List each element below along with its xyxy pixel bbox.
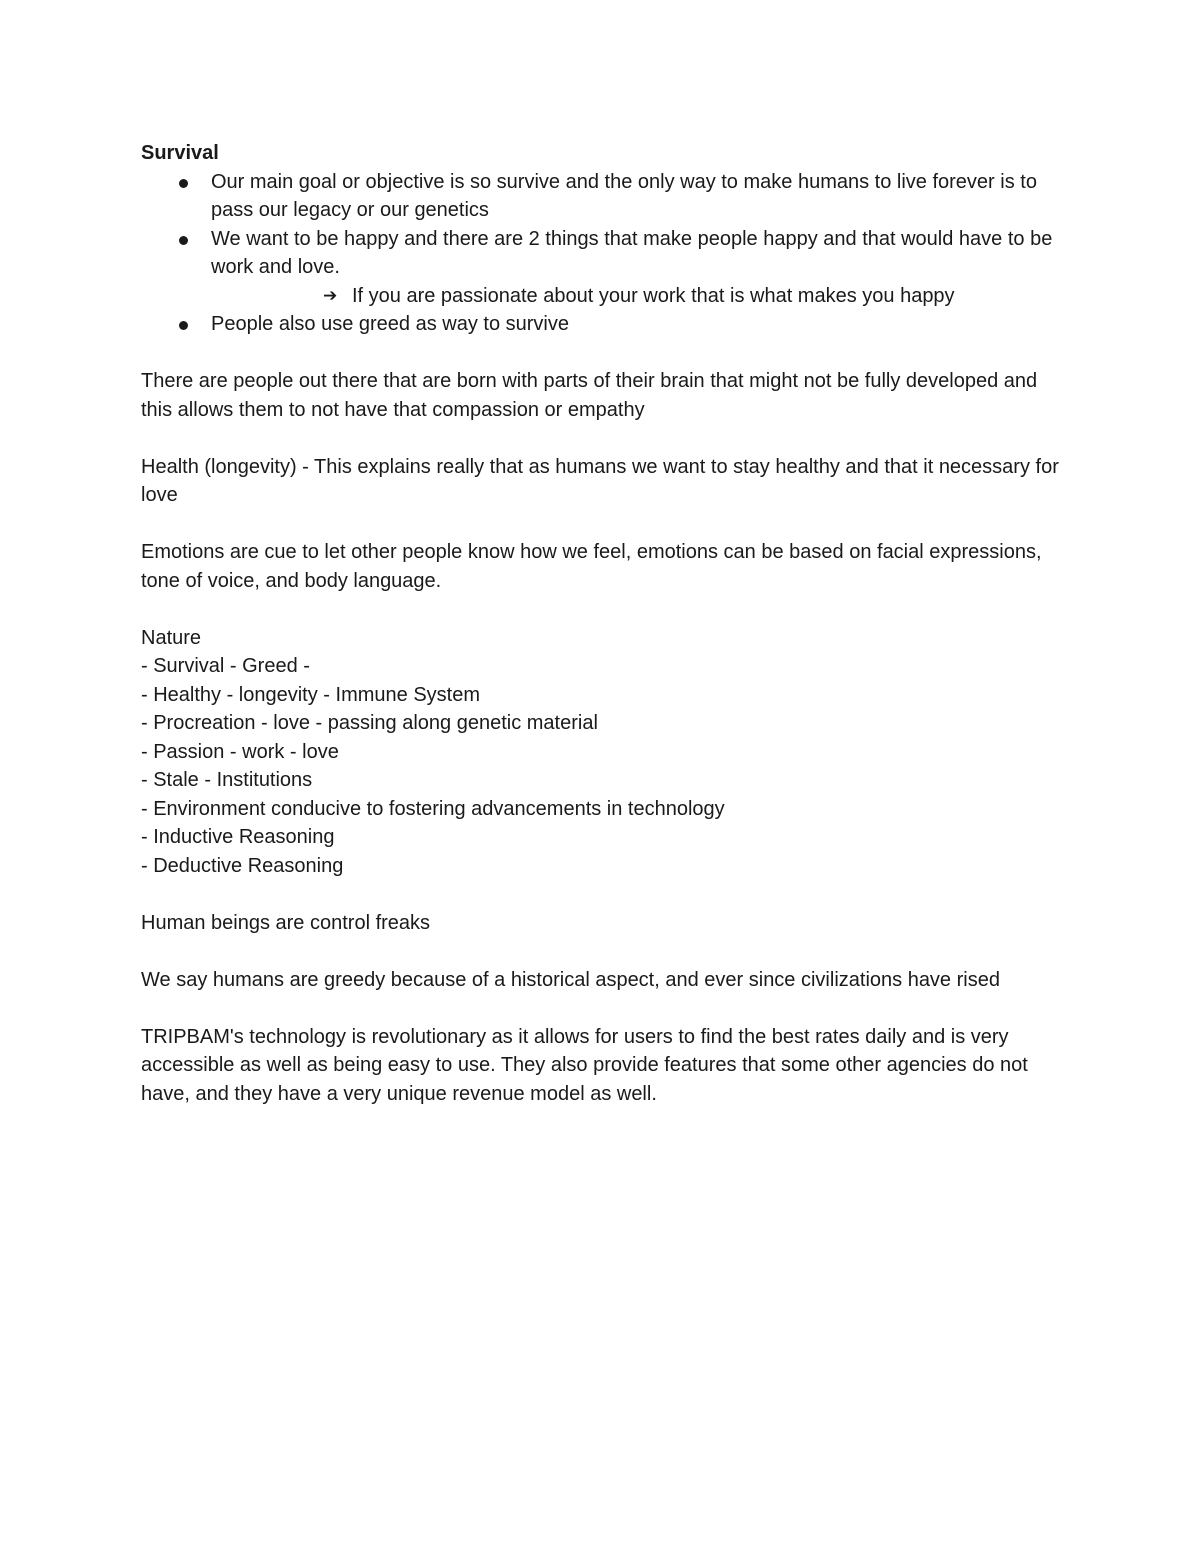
nature-item: - Survival - Greed -	[141, 655, 310, 677]
paragraph-greedy: We say humans are greedy because of a historical aspect, and ever since civilizations have rised	[141, 968, 1000, 991]
nature-item: - Environment conducive to fostering advancements in technology	[141, 797, 725, 820]
list-item	[141, 168, 1071, 225]
nature-item: - Procreation - love - passing along genetic material	[141, 712, 598, 734]
arrow-right-icon: ➔	[323, 285, 338, 306]
nature-list	[141, 652, 1071, 880]
spacer	[141, 880, 1071, 909]
spacer	[141, 595, 1071, 624]
paragraph-emotions: Emotions are cue to let other people know how we feel, emotions can be based on facial expressions, tone of voice, and body language.	[141, 541, 1042, 592]
nature-item: - Healthy - longevity - Immune System	[141, 683, 480, 706]
nature-heading: Nature	[141, 626, 202, 649]
list-item	[141, 225, 1071, 311]
bullet-text: We want to be happy and there are 2 things that make people happy and that would have to be work and love.	[211, 227, 1053, 278]
spacer	[141, 937, 1071, 966]
section-title: Survival	[141, 142, 219, 164]
nature-item: - Deductive Reasoning	[141, 854, 344, 877]
paragraph-control: Human beings are control freaks	[141, 911, 431, 934]
spacer	[141, 424, 1071, 453]
bullet-text: Our main goal or objective is so survive and the only way to make humans to live forever is to pass our legacy or our genetics	[211, 170, 1037, 221]
bullet-dot-icon	[179, 321, 188, 330]
paragraph-brain: There are people out there that are born with parts of their brain that might not be fully developed and this allows them to not have that compassion or empathy	[141, 370, 1038, 421]
paragraph-tripbam: TRIPBAM's technology is revolutionary as it allows for users to find the best rates daily and is very accessible as well as being easy to use. They also provide features that some other agencies do not have, and they have a very unique revenue model as well.	[141, 1025, 1028, 1105]
nature-item: - Passion - work - love	[141, 740, 339, 763]
sub-bullet-text: If you are passionate about your work that is what makes you happy	[352, 284, 955, 307]
sub-list-item	[141, 282, 1071, 311]
nature-item: - Stale - Institutions	[141, 769, 313, 791]
spacer	[141, 994, 1071, 1023]
bullet-text: People also use greed as way to survive	[211, 313, 569, 335]
spacer	[141, 510, 1071, 539]
paragraph-health: Health (longevity) - This explains really that as humans we want to stay healthy and that it necessary for love	[141, 455, 1059, 506]
list-item	[141, 310, 1071, 339]
survival-bullet-list	[141, 168, 1071, 339]
document-page	[141, 139, 1071, 1108]
bullet-dot-icon	[179, 179, 188, 188]
nature-item: - Inductive Reasoning	[141, 826, 335, 848]
bullet-dot-icon	[179, 236, 188, 245]
spacer	[141, 339, 1071, 368]
